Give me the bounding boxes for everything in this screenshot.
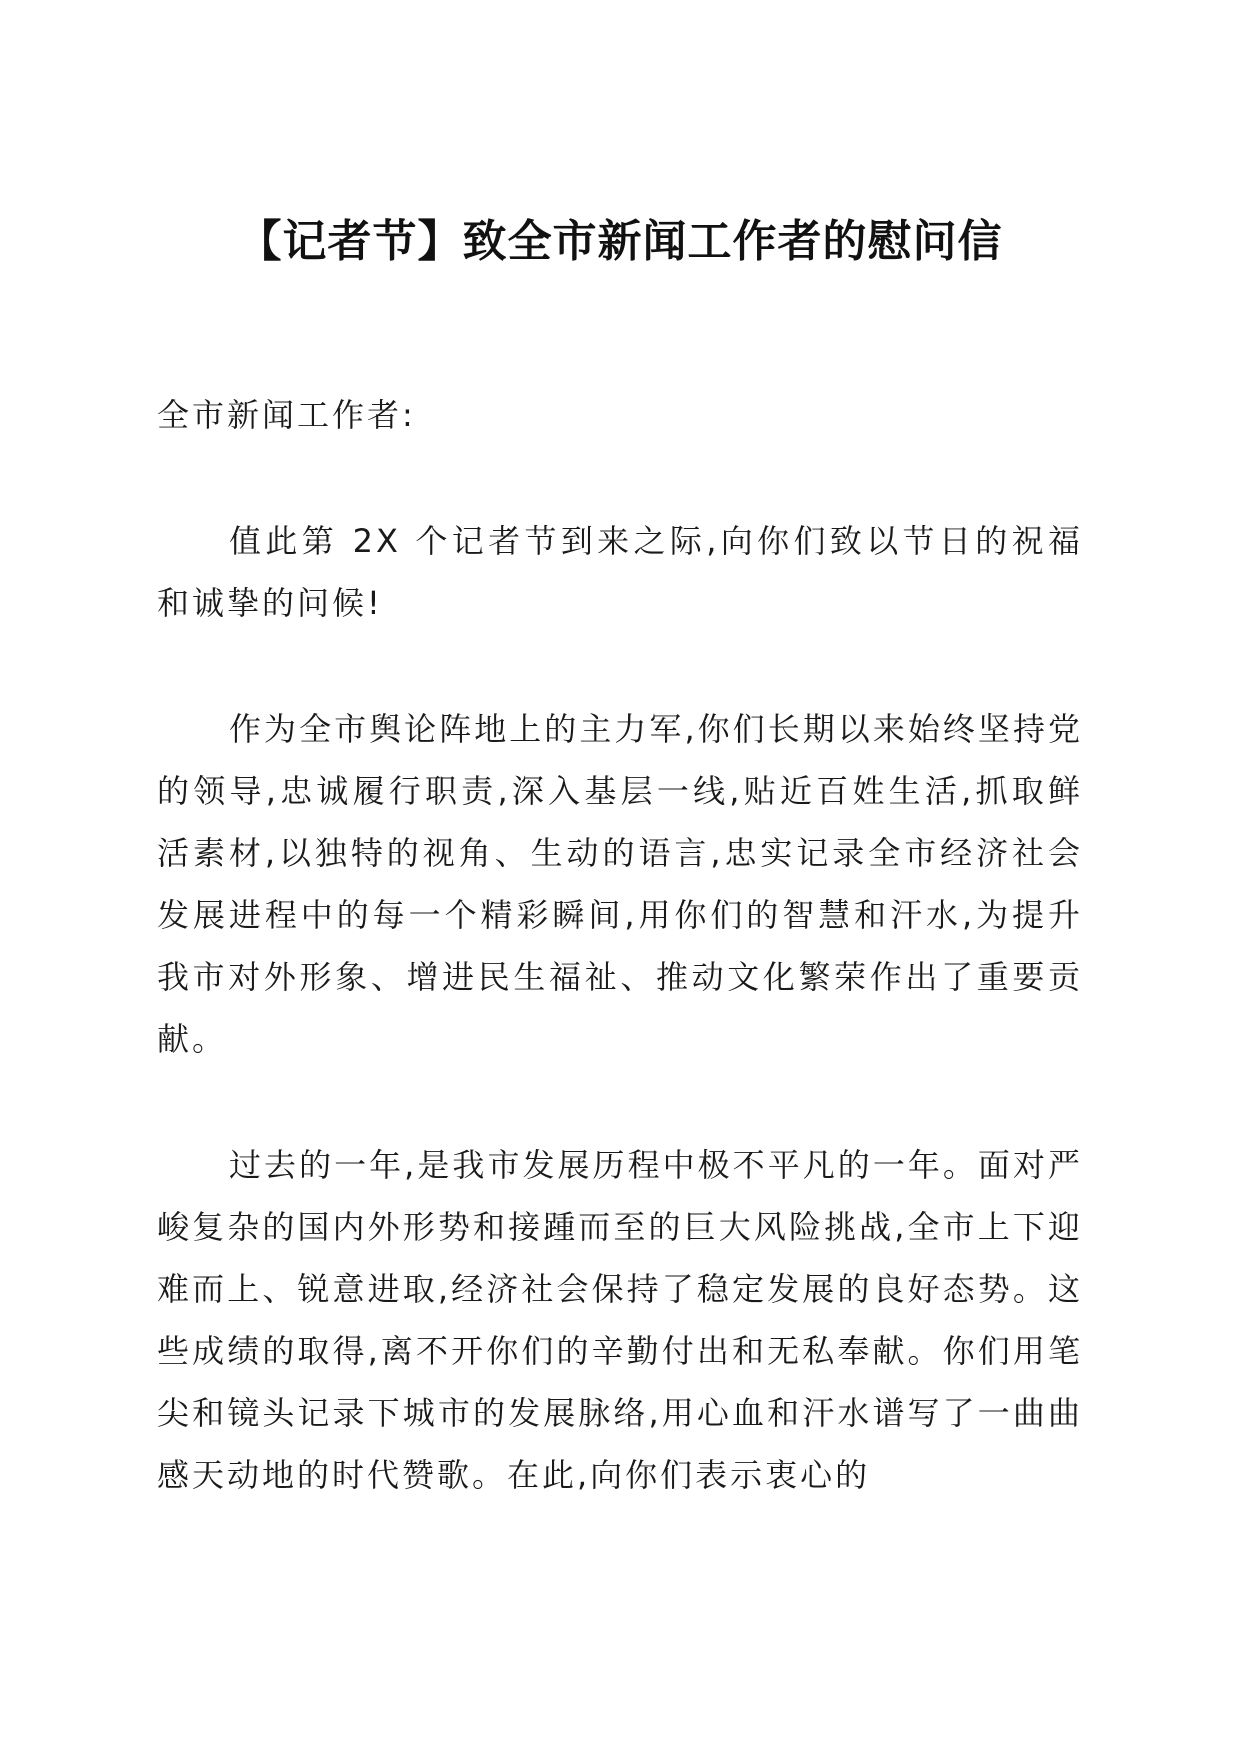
document-title: 【记者节】致全市新闻工作者的慰问信 (237, 216, 1003, 267)
paragraph-past-year: 过去的一年,是我市发展历程中极不平凡的一年。面对严峻复杂的国内外形势和接踵而至的巨大风险挑战,全市上下迎难而上、锐意进取,经济社会保持了稳定发展的良好态势。这些成绩的取得,离不开你们的辛勤付出和无私奉献。你们用笔尖和镜头记录下城市的发展脉络,用心血和汗水谱写了一曲曲感天动地的时代赞歌。在此,向你们表示衷心的 (157, 1146, 1083, 1494)
paragraph-contribution: 作为全市舆论阵地上的主力军,你们长期以来始终坚持党的领导,忠诚履行职责,深入基层一线,贴近百姓生活,抓取鲜活素材,以独特的视角、生动的语言,忠实记录全市经济社会发展进程中的每一个精彩瞬间,用你们的智慧和汗水,为提升我市对外形象、增进民生福祉、推动文化繁荣作出了重要贡献。 (157, 710, 1083, 1058)
salutation: 全市新闻工作者: (157, 396, 416, 434)
paragraph-greeting: 值此第 2X 个记者节到来之际,向你们致以节日的祝福和诚挚的问候! (157, 522, 1083, 622)
